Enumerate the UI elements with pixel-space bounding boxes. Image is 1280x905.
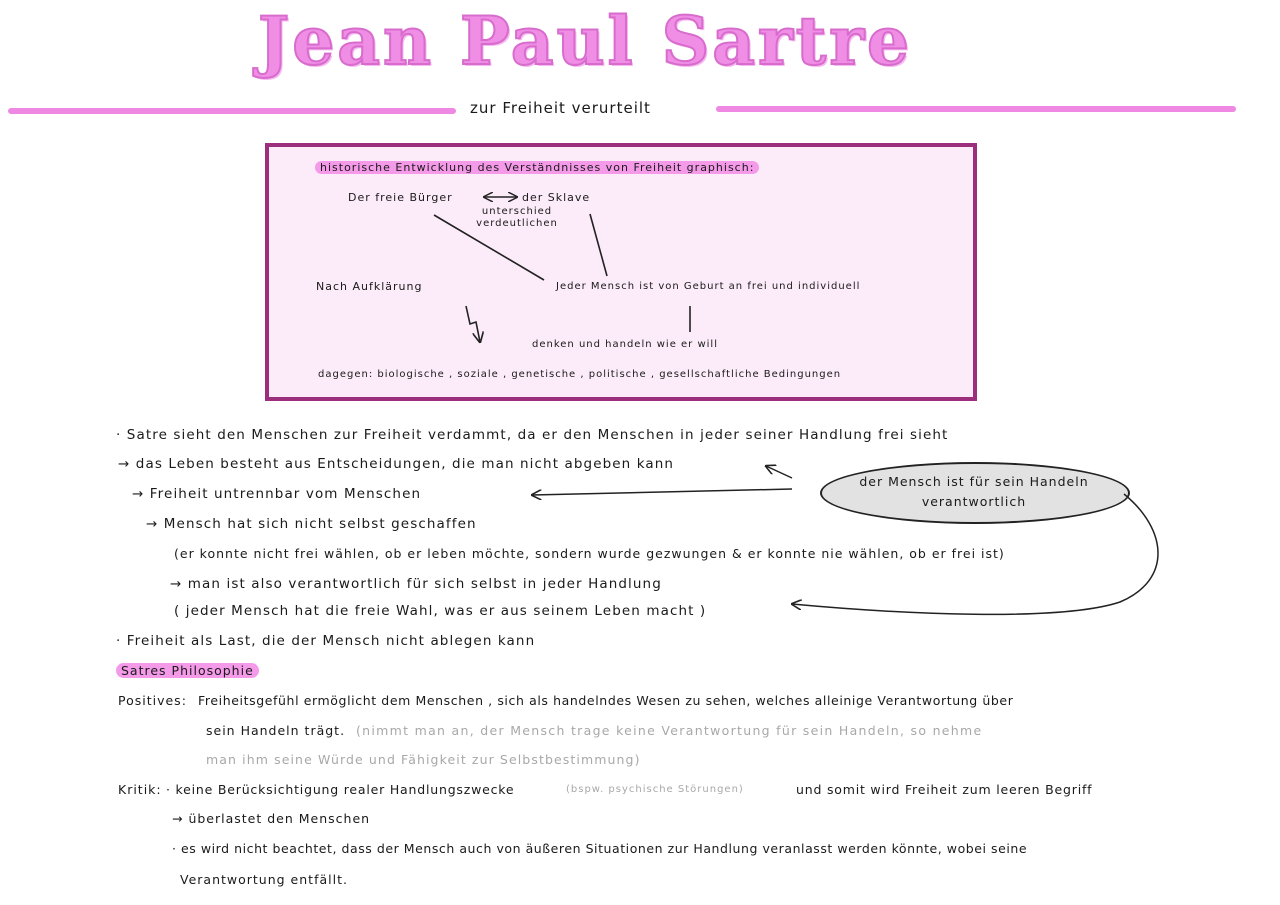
after-enlightenment-label: Nach Aufklärung bbox=[316, 280, 423, 293]
note-line-4: → Mensch hat sich nicht selbst geschaffen bbox=[146, 516, 477, 532]
critique-sub-1: → überlastet den Menschen bbox=[172, 811, 371, 826]
note-line-3: → Freiheit untrennbar vom Menschen bbox=[132, 486, 422, 502]
curved-arrow bbox=[792, 494, 1158, 614]
line-from-slave bbox=[590, 214, 607, 276]
critique-text-2: und somit wird Freiheit zum leeren Begriff bbox=[796, 782, 1093, 797]
critique-text: · keine Berücksichtigung realer Handlungszwecke bbox=[166, 782, 515, 797]
note-line-1: · Satre sieht den Menschen zur Freiheit verdammt, da er den Menschen in jeder seiner Handlung frei sieht bbox=[116, 427, 949, 443]
free-citizen-label: Der freie Bürger bbox=[348, 191, 453, 204]
positive-grey-note-2: man ihm seine Würde und Fähigkeit zur Selbstbestimmung) bbox=[206, 752, 641, 767]
lightning-arrow bbox=[466, 306, 480, 342]
arrow-to-line-2 bbox=[766, 466, 792, 478]
positive-label: Positives: bbox=[118, 693, 187, 708]
page-title: Jean Paul Sartre bbox=[258, 2, 913, 80]
slave-label: der Sklave bbox=[522, 191, 591, 204]
line-from-citizen bbox=[434, 215, 544, 280]
critique-sub-2: · es wird nicht beachtet, dass der Mensch auch von äußeren Situationen zur Handlung veranlasst werden könnte, wobei seine bbox=[172, 841, 1028, 856]
note-line-5: (er konnte nicht frei wählen, ob er leben möchte, sondern wurde gezwungen & er konnte nie wählen, ob er frei ist) bbox=[174, 546, 1005, 561]
every-human-label: Jeder Mensch ist von Geburt an frei und individuell bbox=[556, 281, 861, 292]
arrow-to-line-3 bbox=[532, 489, 792, 495]
note-line-7: ( jeder Mensch hat die freie Wahl, was er aus seinem Leben macht ) bbox=[174, 603, 707, 619]
critique-label: Kritik: bbox=[118, 782, 162, 797]
positive-text: Freiheitsgefühl ermöglicht dem Menschen , sich als handelndes Wesen zu sehen, welches alleinige Verantwortung über bbox=[198, 693, 1014, 708]
note-line-6: → man ist also verantwortlich für sich selbst in jeder Handlung bbox=[170, 576, 662, 592]
critique-grey-note: (bspw. psychische Störungen) bbox=[566, 784, 744, 795]
positive-grey-note: (nimmt man an, der Mensch trage keine Verantwortung für sein Handeln, so nehme bbox=[356, 723, 983, 738]
positive-text-2: sein Handeln trägt. bbox=[206, 723, 346, 738]
note-line-8: · Freiheit als Last, die der Mensch nicht ablegen kann bbox=[116, 633, 536, 649]
philosophy-heading: Satres Philosophie bbox=[116, 663, 259, 678]
think-act-label: denken und handeln wie er will bbox=[532, 339, 718, 350]
page-subtitle: zur Freiheit verurteilt bbox=[470, 99, 651, 117]
ellipse-text: der Mensch ist für sein Handeln verantwortlich bbox=[859, 474, 1089, 509]
diagram-heading: historische Entwicklung des Verständnisses von Freiheit graphisch: bbox=[315, 161, 759, 174]
against-label: dagegen: biologische , soziale , genetische , politische , gesellschaftliche Bedingungen bbox=[318, 369, 842, 380]
difference-label: unterschied verdeutlichen bbox=[476, 206, 558, 229]
critique-sub-3: Verantwortung entfällt. bbox=[180, 872, 348, 887]
note-line-2: → das Leben besteht aus Entscheidungen, die man nicht abgeben kann bbox=[118, 456, 675, 472]
